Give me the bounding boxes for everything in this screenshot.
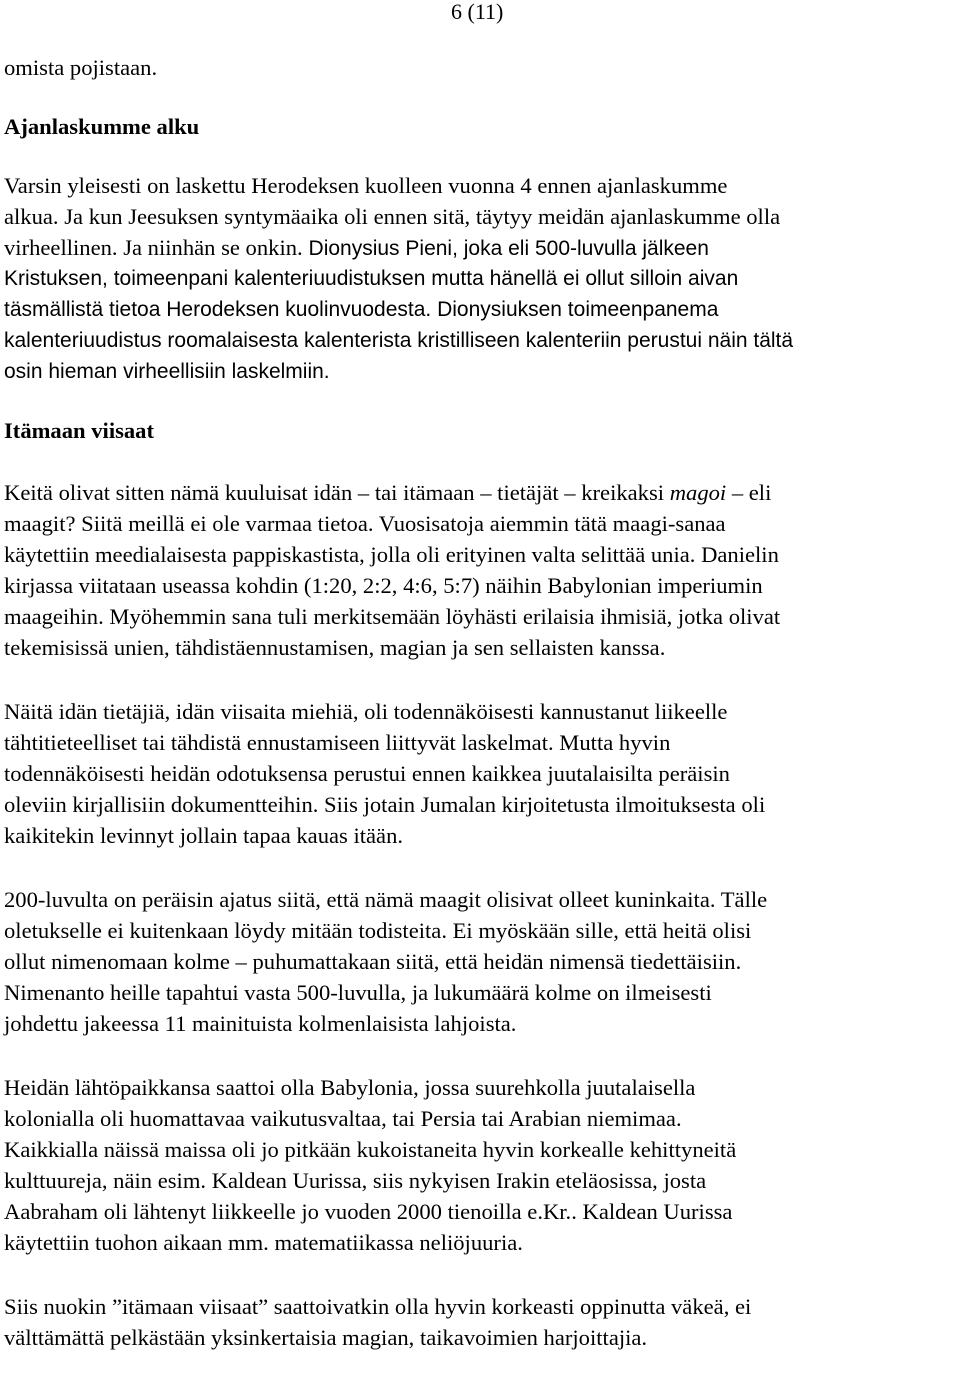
text-line: käytettiin meedialaisesta pappiskastista, jolla oli erityinen valta selittää unia. Danielin	[4, 542, 779, 567]
text-span: Dionysiuksen toimeenpanema	[431, 298, 719, 321]
text-line: kirjassa viitataan useassa kohdin (1:20, 2:2, 4:6, 5:7) näihin Babylonian imperiumin	[4, 573, 763, 598]
text-line: 200-luvulta on peräisin ajatus siitä, että nämä maagit olisivat olleet kuninkaita. Tälle	[4, 887, 768, 912]
text-line: ollut nimenomaan kolme – puhumattakaan siitä, että heidän nimensä tiedettäisiin.	[4, 949, 742, 974]
text-line: kaikitekin levinnyt jollain tapaa kauas itään.	[4, 823, 404, 848]
text-line: kulttuureja, näin esim. Kaldean Uurissa, siis nykyisen Irakin eteläosissa, josta	[4, 1168, 707, 1193]
text-line: oletukselle ei kuitenkaan löydy mitään todisteita. Ei myöskään sille, että heitä olisi	[4, 918, 752, 943]
text-span-italic: magoi	[669, 480, 727, 505]
text-line: Heidän lähtöpaikkansa saattoi olla Babylonia, jossa suurehkolla juutalaisella	[4, 1075, 696, 1100]
text-line: todennäköisesti heidän odotuksensa perustui ennen kaikkea juutalaisilta peräisin	[4, 761, 730, 786]
text-span: virheellinen. Ja niinhän se onkin.	[4, 235, 303, 260]
text-line: Kaikkialla näissä maissa oli jo pitkään kukoistaneita hyvin korkealle kehittyneitä	[4, 1137, 737, 1162]
text-line: oleviin kirjallisiin dokumentteihin. Siis jotain Jumalan kirjoitetusta ilmoituksesta oli	[4, 792, 766, 817]
text-line: kolonialla oli huomattavaa vaikutusvaltaa, tai Persia tai Arabian niemimaa.	[4, 1106, 682, 1131]
text-line: Kristuksen, toimeenpani kalenteriuudistuksen mutta hänellä ei ollut silloin aivan	[4, 267, 739, 290]
paragraph-ajanlaskumme	[4, 170, 959, 387]
paragraph-naita-idan	[4, 696, 959, 851]
text-line: Siis nuokin ”itämaan viisaat” saattoivatkin olla hyvin korkeasti oppinutta väkeä, ei	[4, 1294, 752, 1319]
text-line: tekemisissä unien, tähdistäennustamisen, magian ja sen sellaisten kanssa.	[4, 635, 666, 660]
text-line	[4, 477, 959, 508]
intro-line: omista pojistaan.	[4, 55, 158, 80]
section-heading-ajanlaskumme-alku: Ajanlaskumme alku	[4, 114, 200, 139]
text-line: Näitä idän tietäjiä, idän viisaita miehiä, oli todennäköisesti kannustanut liikeelle	[4, 699, 728, 724]
text-span: – eli	[726, 480, 772, 505]
text-span: täsmällistä tietoa Herodeksen kuolinvuodesta.	[4, 298, 432, 321]
text-span: Dionysius Pieni, joka eli 500-luvulla jälkeen	[302, 237, 709, 260]
text-line: Aabraham oli lähtenyt liikkeelle jo vuoden 2000 tienoilla e.Kr.. Kaldean Uurissa	[4, 1199, 733, 1224]
text-line: johdettu jakeessa 11 mainituista kolmenlaisista lahjoista.	[4, 1011, 517, 1036]
text-line: Varsin yleisesti on laskettu Herodeksen kuolleen vuonna 4 ennen ajanlaskumme	[4, 173, 728, 198]
text-line: kalenteriuudistus roomalaisesta kalenterista kristilliseen kalenteriin perustui näin tältä	[4, 329, 794, 352]
text-line: maagit? Siitä meillä ei ole varmaa tietoa. Vuosisatoja aiemmin tätä maagi-sanaa	[4, 511, 726, 536]
text-line: välttämättä pelkästään yksinkertaisia magian, taikavoimien harjoittajia.	[4, 1325, 648, 1350]
section-heading-itamaan-viisaat: Itämaan viisaat	[4, 418, 155, 443]
text-line: alkua. Ja kun Jeesuksen syntymäaika oli ennen sitä, täytyy meidän ajanlaskumme olla	[4, 204, 781, 229]
text-line	[4, 294, 959, 325]
text-line: Nimenanto heille tapahtui vasta 500-luvulla, ja lukumäärä kolme on ilmeisesti	[4, 980, 712, 1005]
text-line: tähtitieteelliset tai tähdistä ennustamiseen liittyvät laskelmat. Mutta hyvin	[4, 730, 671, 755]
text-line: maageihin. Myöhemmin sana tuli merkitsemään löyhästi erilaisia ihmisiä, jotka olivat	[4, 604, 781, 629]
paragraph-200-luvulta	[4, 884, 959, 1039]
document-body	[4, 52, 959, 1353]
paragraph-heidan-lahtopaikkansa	[4, 1072, 959, 1258]
page-number: 6 (11)	[451, 0, 504, 24]
paragraph-keita-olivat	[4, 477, 959, 663]
text-span: Keitä olivat sitten nämä kuuluisat idän – tai itämaan – tietäjät – kreikaksi	[4, 480, 670, 505]
paragraph-siis-nuokin	[4, 1291, 959, 1353]
text-line	[4, 232, 959, 263]
text-line: osin hieman virheellisiin laskelmiin.	[4, 360, 330, 383]
text-line: käytettiin tuohon aikaan mm. matematiikassa neliöjuuria.	[4, 1230, 523, 1255]
